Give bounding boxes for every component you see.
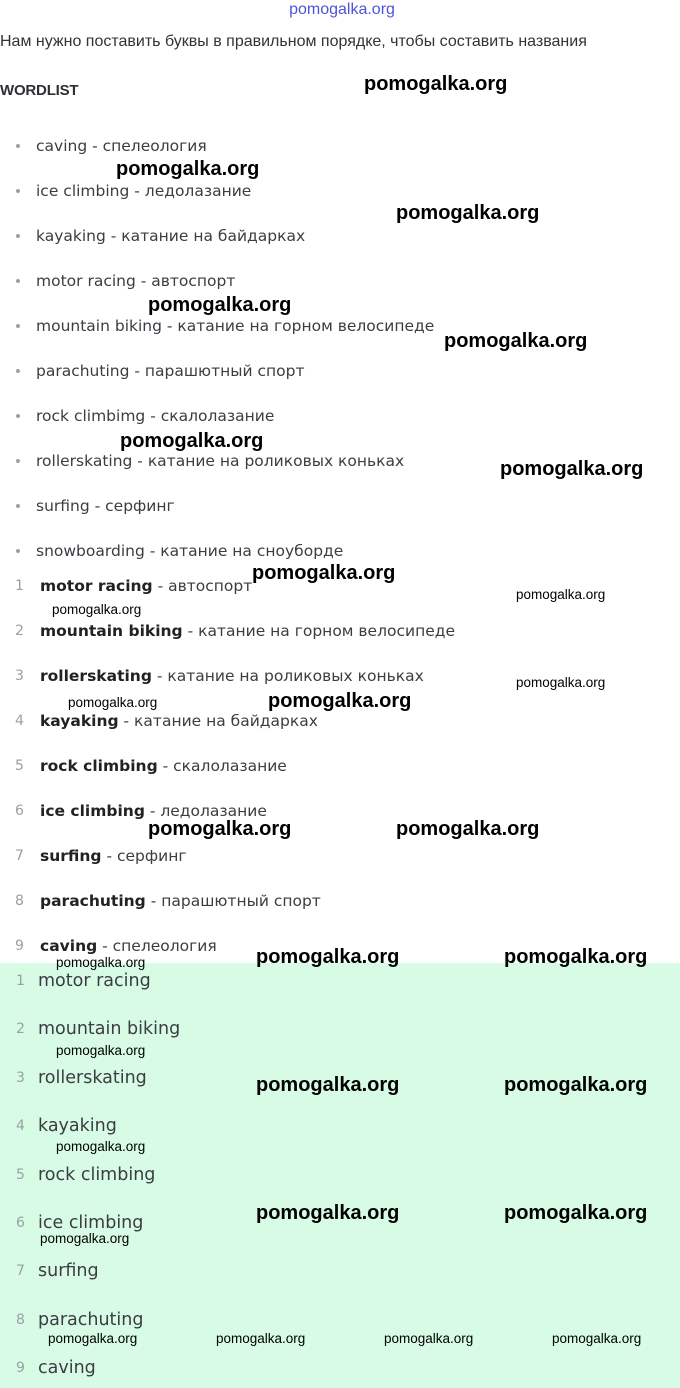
bullet-icon bbox=[16, 414, 20, 418]
wordlist-item bbox=[36, 542, 343, 560]
answer-item bbox=[16, 1165, 156, 1185]
ordered-item bbox=[15, 937, 217, 955]
word-ru: - серфинг bbox=[101, 847, 187, 865]
bullet-icon bbox=[16, 369, 20, 373]
word-en: rock climbimg bbox=[36, 407, 146, 425]
watermark: pomogalka.org bbox=[252, 562, 396, 584]
bullet-icon bbox=[16, 504, 20, 508]
answer-item bbox=[16, 1261, 99, 1281]
item-number: 2 bbox=[15, 623, 24, 639]
word-ru: - парашютный спорт bbox=[145, 892, 321, 910]
word-ru: - спелеология bbox=[87, 137, 207, 155]
watermark: pomogalka.org bbox=[256, 1074, 400, 1096]
word-en: motor racing bbox=[36, 272, 136, 290]
wordlist-item bbox=[36, 407, 274, 425]
answer-text: ice climbing bbox=[38, 1213, 144, 1233]
item-number: 1 bbox=[16, 973, 25, 989]
answer-item bbox=[16, 1019, 181, 1039]
answer-item bbox=[16, 1358, 96, 1378]
word-en: parachuting bbox=[36, 362, 130, 380]
answer-text: caving bbox=[38, 1358, 96, 1378]
word-ru: - автоспорт bbox=[152, 577, 253, 595]
watermark: pomogalka.org bbox=[500, 458, 644, 480]
watermark: pomogalka.org bbox=[364, 73, 508, 95]
word-en: kayaking bbox=[36, 227, 106, 245]
bullet-icon bbox=[16, 189, 20, 193]
word-ru: - катание на байдарках bbox=[105, 227, 306, 245]
watermark: pomogalka.org bbox=[504, 1074, 648, 1096]
bullet-icon bbox=[16, 549, 20, 553]
answer-text: rollerskating bbox=[38, 1068, 147, 1088]
item-number: 8 bbox=[16, 1312, 25, 1328]
watermark: pomogalka.org bbox=[268, 690, 412, 712]
word-ru: - скалолазание bbox=[145, 407, 275, 425]
word-ru: - катание на роликовых коньках bbox=[132, 452, 405, 470]
answer-item bbox=[16, 1116, 117, 1136]
item-number: 9 bbox=[16, 1360, 25, 1376]
item-number: 6 bbox=[16, 1215, 25, 1231]
word-ru: - спелеология bbox=[97, 937, 217, 955]
bullet-icon bbox=[16, 459, 20, 463]
watermark: pomogalka.org bbox=[48, 1331, 138, 1346]
item-number: 9 bbox=[15, 938, 24, 954]
word-en: rollerskating bbox=[40, 667, 152, 685]
item-number: 6 bbox=[15, 803, 24, 819]
item-number: 4 bbox=[15, 713, 24, 729]
answer-item bbox=[16, 1068, 147, 1088]
word-en: mountain biking bbox=[40, 622, 183, 640]
bullet-icon bbox=[16, 324, 20, 328]
watermark: pomogalka.org bbox=[504, 1202, 648, 1224]
item-number: 3 bbox=[15, 668, 24, 684]
word-en: surfing bbox=[36, 497, 90, 515]
item-number: 2 bbox=[16, 1021, 25, 1037]
word-ru: - катание на горном велосипеде bbox=[161, 317, 435, 335]
word-en: kayaking bbox=[40, 712, 119, 730]
answer-panel bbox=[0, 963, 680, 1388]
item-number: 1 bbox=[15, 578, 24, 594]
word-en: ice climbing bbox=[36, 182, 130, 200]
word-en: surfing bbox=[40, 847, 102, 865]
bullet-icon bbox=[16, 279, 20, 283]
intro-text: Нам нужно поставить буквы в правильном порядке, чтобы составить названия bbox=[0, 33, 587, 50]
item-number: 4 bbox=[16, 1118, 25, 1134]
watermark: pomogalka.org bbox=[116, 158, 260, 180]
watermark: pomogalka.org bbox=[396, 818, 540, 840]
word-ru: - катание на роликовых коньках bbox=[151, 667, 424, 685]
word-en: parachuting bbox=[40, 892, 146, 910]
answer-text: rock climbing bbox=[38, 1165, 156, 1185]
word-en: motor racing bbox=[40, 577, 153, 595]
answer-text: surfing bbox=[38, 1261, 99, 1281]
word-ru: - ледолазание bbox=[144, 802, 267, 820]
watermark: pomogalka.org bbox=[516, 675, 606, 690]
item-number: 3 bbox=[16, 1070, 25, 1086]
word-en: ice climbing bbox=[40, 802, 145, 820]
word-ru: - катание на сноуборде bbox=[144, 542, 344, 560]
watermark: pomogalka.org bbox=[516, 587, 606, 602]
wordlist-item bbox=[36, 137, 207, 155]
word-en: mountain biking bbox=[36, 317, 162, 335]
wordlist-item bbox=[36, 227, 305, 245]
answer-text: kayaking bbox=[38, 1116, 117, 1136]
wordlist-item bbox=[36, 497, 175, 515]
watermark: pomogalka.org bbox=[552, 1331, 642, 1346]
answer-text: motor racing bbox=[38, 971, 151, 991]
ordered-item bbox=[15, 847, 187, 865]
word-ru: - скалолазание bbox=[157, 757, 287, 775]
watermark: pomogalka.org bbox=[256, 946, 400, 968]
watermark: pomogalka.org bbox=[40, 1231, 130, 1246]
word-en: rollerskating bbox=[36, 452, 133, 470]
watermark: pomogalka.org bbox=[256, 1202, 400, 1224]
site-link[interactable]: pomogalka.org bbox=[289, 1, 395, 18]
word-ru: - парашютный спорт bbox=[129, 362, 305, 380]
ordered-item bbox=[15, 622, 456, 640]
answer-item bbox=[16, 1310, 144, 1330]
answer-item bbox=[16, 1213, 144, 1233]
item-number: 7 bbox=[15, 848, 24, 864]
bullet-icon bbox=[16, 144, 20, 148]
watermark: pomogalka.org bbox=[68, 695, 158, 710]
ordered-item bbox=[15, 577, 253, 595]
item-number: 5 bbox=[16, 1167, 25, 1183]
watermark: pomogalka.org bbox=[384, 1331, 474, 1346]
item-number: 5 bbox=[15, 758, 24, 774]
item-number: 7 bbox=[16, 1263, 25, 1279]
watermark: pomogalka.org bbox=[396, 202, 540, 224]
watermark: pomogalka.org bbox=[52, 602, 142, 617]
wordlist-heading: WORDLIST bbox=[0, 82, 79, 99]
watermark: pomogalka.org bbox=[56, 1043, 146, 1058]
bullet-icon bbox=[16, 234, 20, 238]
watermark: pomogalka.org bbox=[148, 818, 292, 840]
watermark: pomogalka.org bbox=[148, 294, 292, 316]
answer-text: mountain biking bbox=[38, 1019, 181, 1039]
watermark: pomogalka.org bbox=[56, 955, 146, 970]
item-number: 8 bbox=[15, 893, 24, 909]
ordered-item bbox=[15, 757, 287, 775]
word-ru: - автоспорт bbox=[135, 272, 236, 290]
ordered-item bbox=[15, 667, 424, 685]
answer-text: parachuting bbox=[38, 1310, 144, 1330]
wordlist-item bbox=[36, 272, 235, 290]
wordlist-item bbox=[36, 182, 251, 200]
wordlist-item bbox=[36, 317, 434, 335]
word-ru: - ледолазание bbox=[129, 182, 252, 200]
word-en: rock climbing bbox=[40, 757, 158, 775]
wordlist-item bbox=[36, 362, 305, 380]
word-ru: - катание на горном велосипеде bbox=[182, 622, 456, 640]
watermark: pomogalka.org bbox=[56, 1139, 146, 1154]
word-en: caving bbox=[36, 137, 88, 155]
word-ru: - катание на байдарках bbox=[118, 712, 318, 730]
wordlist-item bbox=[36, 452, 404, 470]
ordered-item bbox=[15, 712, 318, 730]
word-ru: - серфинг bbox=[89, 497, 175, 515]
watermark: pomogalka.org bbox=[216, 1331, 306, 1346]
watermark: pomogalka.org bbox=[120, 430, 264, 452]
word-en: caving bbox=[40, 937, 98, 955]
answer-item bbox=[16, 971, 151, 991]
ordered-item bbox=[15, 892, 321, 910]
watermark: pomogalka.org bbox=[504, 946, 648, 968]
watermark: pomogalka.org bbox=[444, 330, 588, 352]
word-en: snowboarding bbox=[36, 542, 145, 560]
